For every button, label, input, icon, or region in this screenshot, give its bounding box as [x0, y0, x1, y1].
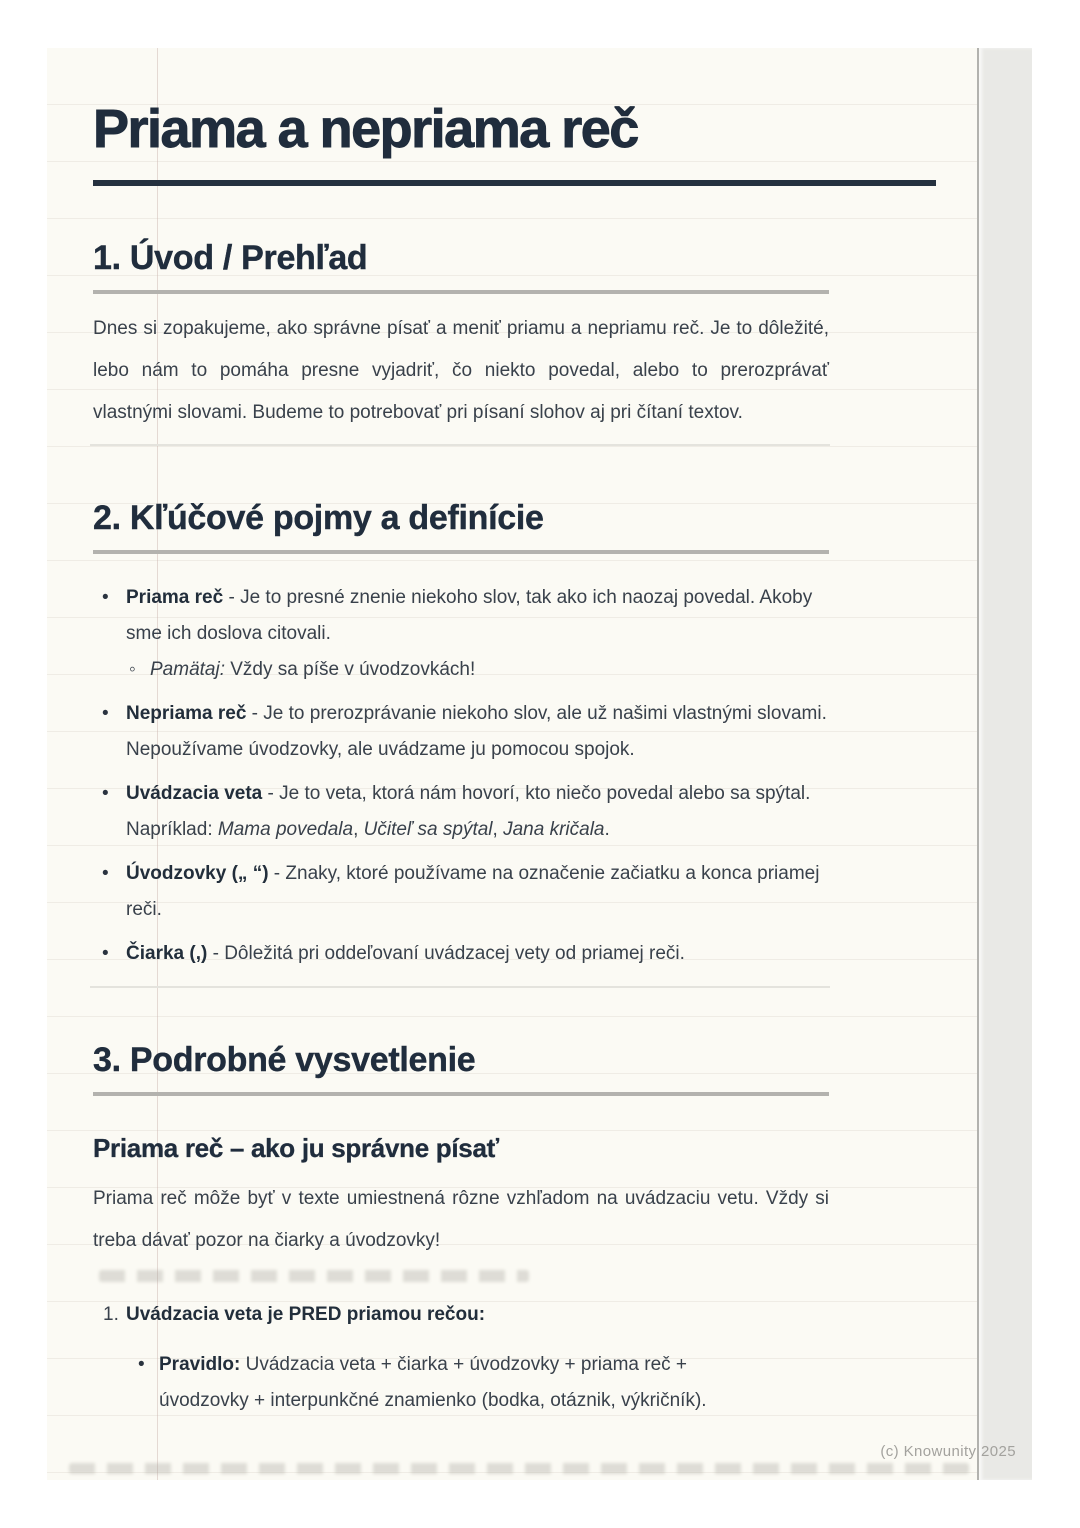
term-item-priama-rec	[93, 580, 829, 688]
intro-heading: 1. Úvod / Prehľad	[93, 239, 368, 277]
page-edge-shadow	[977, 48, 1032, 1480]
title-rule	[93, 180, 936, 186]
intro-paragraph: Dnes si zopakujeme, ako správne písať a meniť priamu a nepriamu reč. Je to dôležité, lebo nám to pomáha presne vyjadriť, čo niekto povedal, alebo to prerozprávať vlastnými slovami. Budeme to potrebovať pri písaní slohov aj pri čítaní textov.	[93, 318, 829, 423]
term-item-uvadzacia-veta	[93, 776, 829, 848]
separator: ,	[492, 819, 504, 840]
faded-text-artifact-bottom	[69, 1463, 969, 1474]
sentence-end: .	[604, 819, 610, 840]
rule-label: Pravidlo:	[159, 1354, 241, 1375]
faded-text-artifact	[99, 1270, 529, 1282]
rule-text: Uvádzacia veta + čiarka + úvodzovky + priama reč + úvodzovky + interpunkčné znamienko (bodka, otáznik, výkričník).	[159, 1354, 707, 1411]
term-item-nepriama-rec	[93, 696, 829, 768]
term-label: Nepriama reč	[126, 703, 247, 724]
numbered-item-title: Uvádzacia veta je PRED priamou rečou:	[126, 1304, 486, 1325]
term-label: Čiarka (,)	[126, 943, 208, 964]
example-3: Jana kričala	[503, 819, 605, 840]
numbered-list	[93, 1296, 829, 1419]
numbered-item	[93, 1296, 829, 1419]
term-description: - Je to prerozprávanie niekoho slov, ale už našimi vlastnými slovami. Nepoužívame úvodzovky, ale uvádzame ju pomocou spojok.	[126, 703, 827, 760]
document-page	[47, 48, 1032, 1480]
section-divider	[90, 444, 830, 446]
detail-paragraph: Priama reč môže byť v texte umiestnená rôzne vzhľadom na uvádzaciu vetu. Vždy si treba dávať pozor na čiarky a úvodzovky!	[93, 1188, 829, 1251]
term-item-uvodzovky	[93, 856, 829, 928]
page-title: Priama a nepriama reč	[93, 99, 638, 159]
key-terms-heading-rule	[93, 550, 829, 554]
note-text: Vždy sa píše v úvodzovkách!	[224, 659, 476, 680]
term-item-ciarka	[93, 936, 829, 972]
term-note-item	[126, 652, 829, 688]
intro-heading-rule	[93, 290, 829, 294]
term-label: Uvádzacia veta	[126, 783, 263, 804]
numbered-item-marker: 1.	[103, 1304, 119, 1325]
term-description: - Je to presné znenie niekoho slov, tak ako ich naozaj povedal. Akoby sme ich doslova citovali.	[126, 587, 813, 644]
rule-item	[138, 1347, 778, 1419]
term-description: - Dôležitá pri oddeľovaní uvádzacej vety od priamej reči.	[207, 943, 685, 964]
term-description: - Je to veta, ktorá nám hovorí, kto niečo povedal alebo sa spýtal. Napríklad:	[126, 783, 811, 840]
key-terms-list	[93, 580, 829, 972]
separator: ,	[353, 819, 364, 840]
term-label: Úvodzovky („ “)	[126, 863, 269, 884]
example-2: Učiteľ sa spýtal	[363, 819, 493, 840]
section-intro	[93, 238, 938, 434]
term-sub-list	[126, 652, 829, 688]
term-description: - Znaky, ktoré používame na označenie začiatku a konca priamej reči.	[126, 863, 820, 920]
detail-subheading: Priama reč – ako ju správne písať	[93, 1133, 499, 1163]
term-label: Priama reč	[126, 587, 224, 608]
detail-heading: 3. Podrobné vysvetlenie	[93, 1041, 476, 1079]
detail-heading-rule	[93, 1092, 829, 1096]
section-divider	[90, 986, 830, 988]
rules-list	[138, 1347, 778, 1419]
section-key-terms	[93, 498, 938, 972]
page-content	[47, 98, 938, 1419]
section-detail	[93, 1040, 938, 1419]
watermark: (c) Knowunity 2025	[880, 1443, 1016, 1460]
example-1: Mama povedala	[217, 819, 354, 840]
note-label: Pamätaj:	[150, 659, 225, 680]
key-terms-heading: 2. Kľúčové pojmy a definície	[93, 499, 544, 537]
